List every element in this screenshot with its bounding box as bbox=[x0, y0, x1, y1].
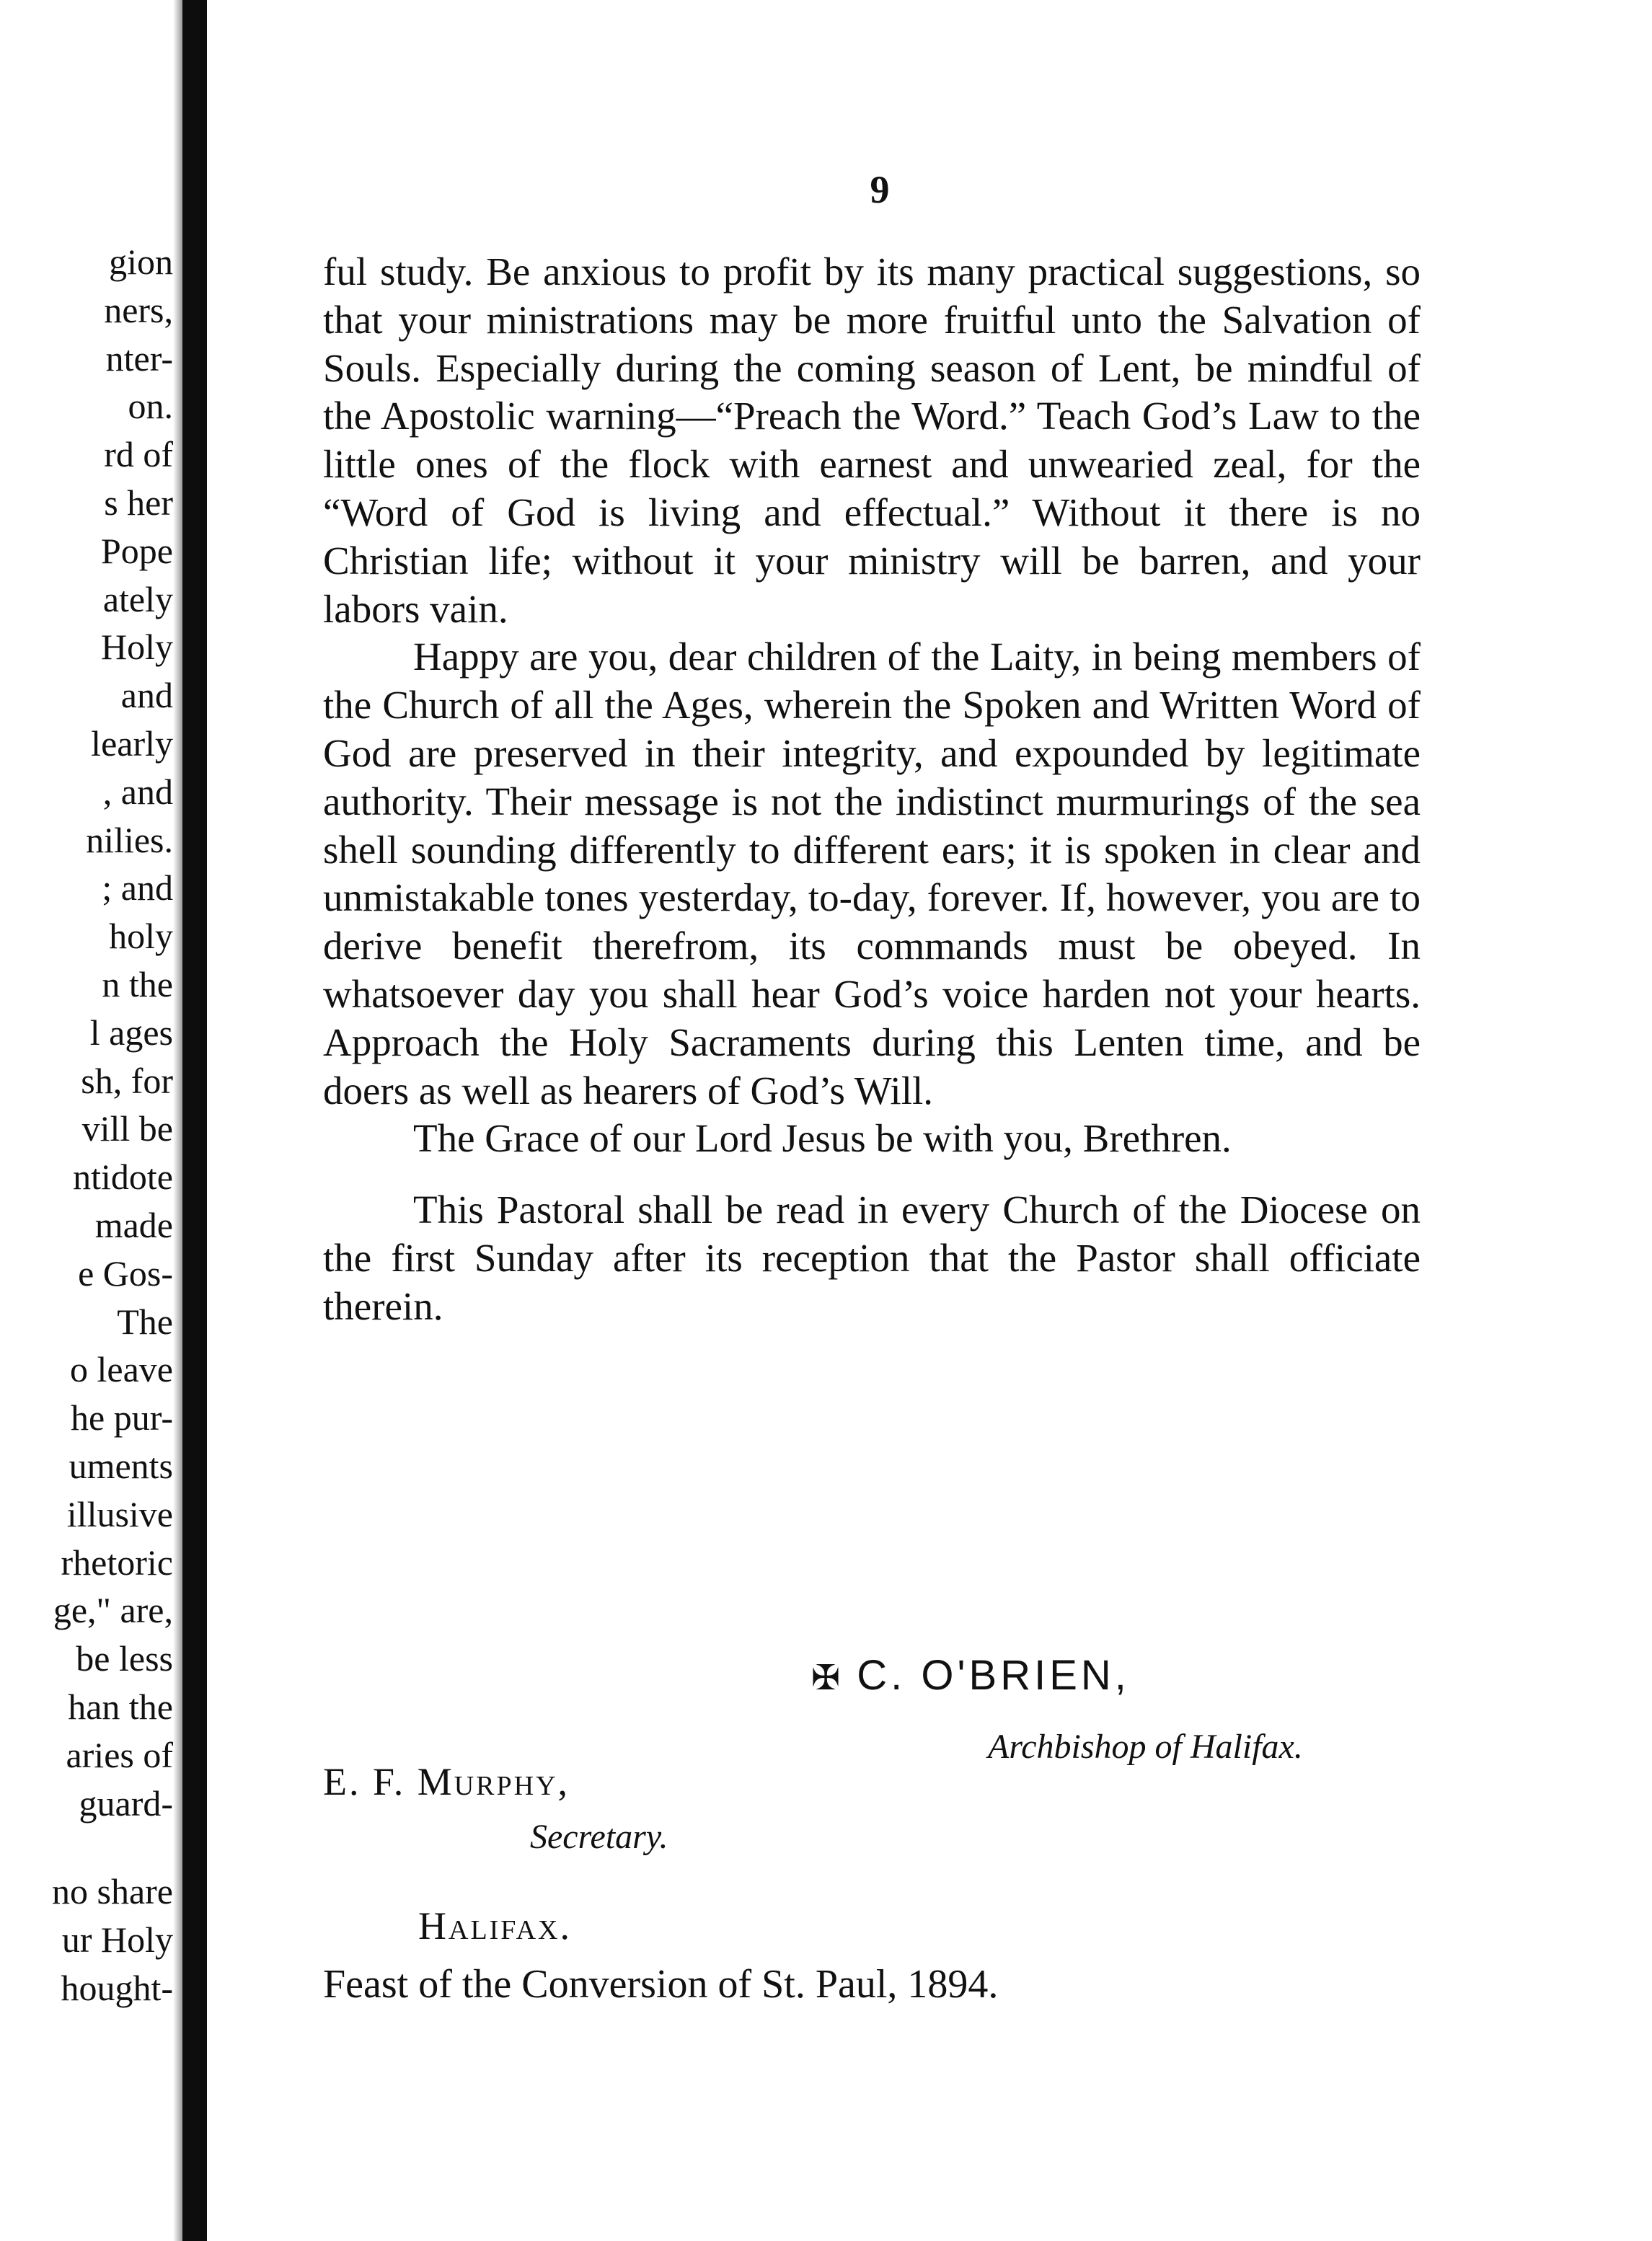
facing-page-line: o leave bbox=[70, 1349, 173, 1390]
facing-page-line: gion bbox=[109, 242, 173, 282]
facing-page-line: ners, bbox=[104, 289, 173, 330]
facing-page-line: learly bbox=[91, 722, 173, 764]
book-gutter bbox=[182, 0, 207, 2241]
paragraph-continued: ful study. Be anxious to profit by its many practical suggestions, so that your ministrations may be more fruitful unto the Salvation of Souls. Especially during the coming season of Lent, be mindful of the Apostolic warning—“Preach the Word.” Teach God’s Law to the little ones of the flock with earnest and unwearied zeal, for the “Word of God is living and effectual.” Without it there is no Christian life; without it your ministry will be barren, and your labors vain. bbox=[323, 249, 1421, 631]
facing-page-text-bottom bbox=[0, 1867, 173, 2012]
facing-page-line: aries of bbox=[66, 1734, 173, 1775]
paragraph-blessing: The Grace of our Lord Jesus be with you, Brethren. bbox=[413, 1116, 1232, 1161]
facing-page-line: vill be bbox=[81, 1108, 173, 1149]
facing-page-line: guard- bbox=[79, 1782, 173, 1824]
secretary-name: E. F. Murphy, bbox=[323, 1760, 570, 1803]
facing-page-fragment bbox=[0, 238, 173, 2012]
facing-page-line: and bbox=[120, 675, 173, 716]
facing-page-line: The bbox=[117, 1301, 173, 1342]
facing-page-line: , and bbox=[102, 771, 173, 812]
gutter-shadow bbox=[173, 0, 182, 2241]
facing-page-line: nter- bbox=[105, 337, 173, 379]
paragraph-reading-instruction: This Pastoral shall be read in every Church of the Diocese on the first Sunday after its reception that the Pastor shall officiate therein. bbox=[323, 1188, 1421, 1328]
facing-page-line: l ages bbox=[89, 1012, 173, 1053]
facing-page-line: Holy bbox=[101, 627, 173, 668]
facing-page-line: Pope bbox=[101, 530, 173, 571]
facing-page-line: no share bbox=[52, 1871, 173, 1912]
cross-icon: ✠ bbox=[811, 1658, 844, 1698]
facing-page-line: be less bbox=[76, 1638, 173, 1679]
facing-page-line: rhetoric bbox=[61, 1542, 173, 1583]
pastoral-body bbox=[323, 248, 1421, 1331]
facing-page-line: ge," are, bbox=[53, 1590, 173, 1631]
facing-page-line: ntidote bbox=[73, 1157, 173, 1198]
facing-page-text-top bbox=[0, 238, 173, 1827]
facing-page-line: ur Holy bbox=[61, 1919, 173, 1961]
facing-page-line: on. bbox=[128, 386, 173, 427]
secretary-title: Secretary. bbox=[530, 1818, 668, 1856]
facing-page-line: made bbox=[94, 1204, 173, 1245]
page-number: 9 bbox=[870, 168, 890, 211]
facing-page-line: nilies. bbox=[86, 819, 173, 860]
facing-page-line: hought- bbox=[61, 1967, 173, 2008]
date-line: Feast of the Conversion of St. Paul, 1894. bbox=[323, 1962, 999, 2007]
archbishop-name: C. O'BRIEN, bbox=[857, 1652, 1130, 1699]
facing-page-line: s her bbox=[104, 482, 173, 523]
archbishop-title: Archbishop of Halifax. bbox=[988, 1728, 1303, 1766]
facing-page-line: uments bbox=[69, 1445, 173, 1486]
facing-page-line: he pur- bbox=[71, 1397, 173, 1438]
paragraph-laity: Happy are you, dear children of the Laity, in being members of the Church of all the Ages, wherein the Spoken and Written Word of God are preserved in their integrity, and expounded by legitimate authority. Their message is not the indistinct murmurings of the sea shell sounding differently to different ears; it is spoken in clear and unmistakable tones yesterday, to-day, forever. If, however, you are to derive benefit therefrom, its commands must be obeyed. In whatsoever day you shall hear God’s voice harden not your hearts. Approach the Holy Sacraments during this Lenten time, and be doers as well as hearers of God’s Will. bbox=[323, 635, 1421, 1113]
facing-page-line: ately bbox=[102, 578, 173, 619]
facing-page-line: n the bbox=[102, 963, 173, 1004]
place-name: Halifax. bbox=[418, 1904, 573, 1948]
facing-page-line: holy bbox=[109, 916, 173, 957]
archbishop-signature bbox=[811, 1651, 1130, 1699]
facing-page-line: rd of bbox=[104, 434, 173, 475]
facing-page-line: e Gos- bbox=[78, 1252, 173, 1294]
facing-page-line: sh, for bbox=[81, 1060, 173, 1101]
facing-page-line: illusive bbox=[66, 1493, 173, 1534]
facing-page-line: ; and bbox=[102, 867, 173, 909]
facing-page-line: han the bbox=[68, 1686, 173, 1727]
